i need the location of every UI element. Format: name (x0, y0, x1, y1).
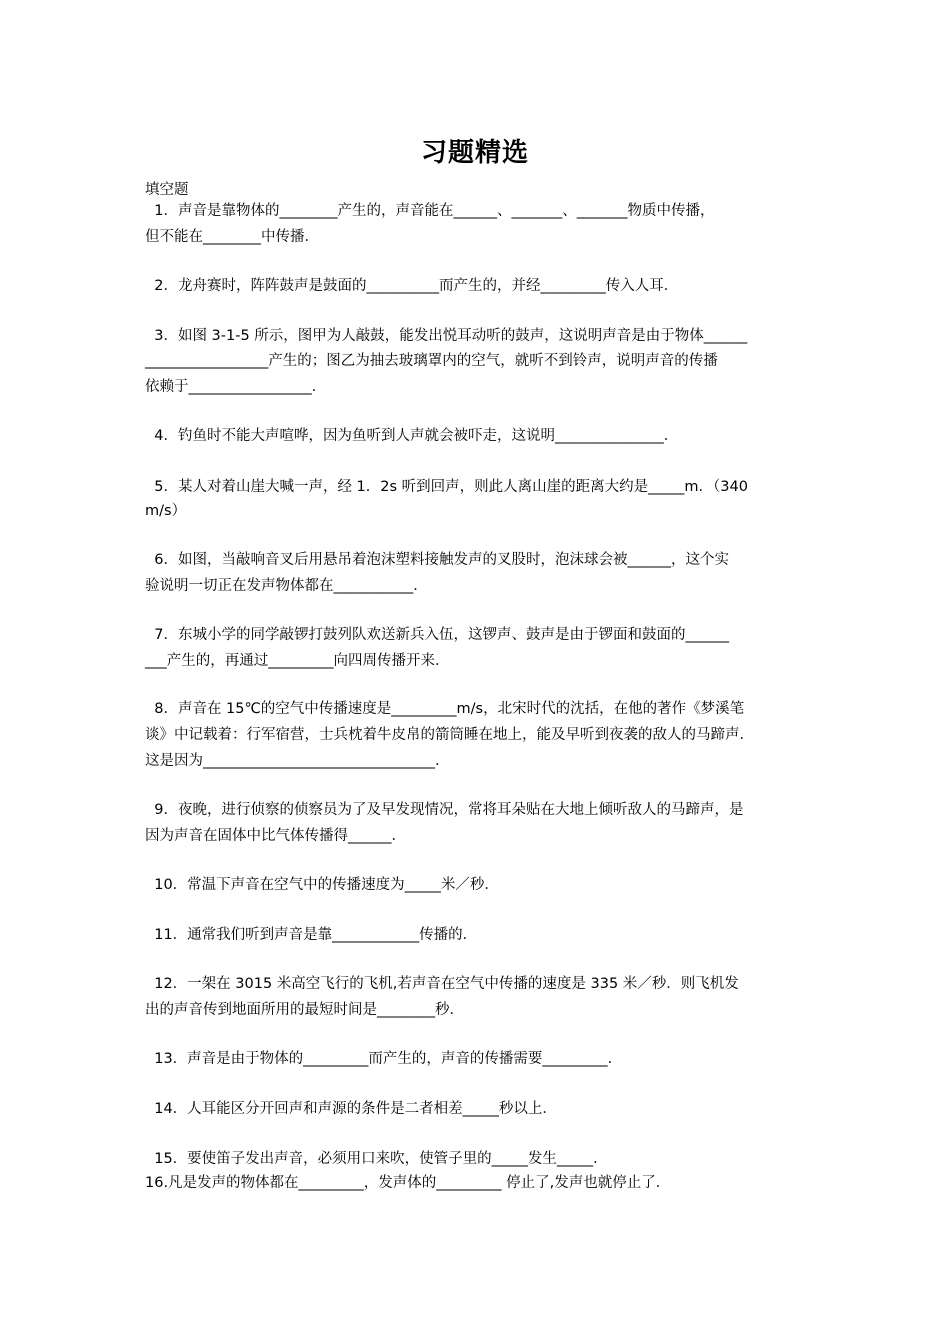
question-1-line-1: 1．声音是靠物体的________产生的，声音能在______、_______、_______物质中传播， (145, 203, 715, 219)
question-13-line-1: 13．声音是由于物体的_________而产生的，声音的传播需要_________． (145, 1051, 623, 1067)
question-6-line-2: 验说明一切正在发声物体都在___________． (145, 578, 428, 594)
question-5-line-2: m/s） (145, 503, 187, 519)
question-1-line-2: 但不能在________中传播． (145, 229, 319, 245)
question-3-line-3: 依赖于_________________． (145, 379, 327, 395)
question-2-line-1: 2．龙舟赛时，阵阵鼓声是鼓面的__________而产生的，并经_________传入人耳． (145, 278, 679, 294)
question-3-line-1: 3．如图 3-1-5 所示，图甲为人敲鼓，能发出悦耳动听的鼓声，这说明声音是由于物体______ (145, 328, 748, 344)
question-6-line-1: 6．如图，当敲响音叉后用悬吊着泡沫塑料接触发声的叉股时，泡沫球会被______，这个实 (145, 552, 729, 568)
question-7-line-2: ___产生的，再通过_________向四周传播开来． (145, 653, 450, 669)
question-14-line-1: 14．人耳能区分开回声和声源的条件是二者相差_____秒以上． (145, 1101, 557, 1117)
question-7-line-1: 7．东城小学的同学敲锣打鼓列队欢送新兵入伍，这锣声、鼓声是由于锣面和鼓面的______ (145, 627, 729, 643)
question-8-line-3: 这是因为________________________________． (145, 753, 450, 769)
question-12-line-1: 12．一架在 3015 米高空飞行的飞机,若声音在空气中传播的速度是 335 米／秒．则飞机发 (145, 976, 739, 992)
question-8-line-1: 8．声音在 15℃的空气中传播速度是_________m/s，北宋时代的沈括，在他的著作《梦溪笔 (145, 701, 745, 717)
question-16-line-1: 16.凡是发声的物体都在_________，发声体的_________ 停止了,发声也就停止了． (145, 1175, 671, 1191)
question-5-line-1: 5．某人对着山崖大喊一声，经 1．2s 听到回声，则此人离山崖的距离大约是_____m．（340 (145, 479, 748, 495)
question-9-line-2: 因为声音在固体中比气体传播得______． (145, 828, 406, 844)
page-title: 习题精选 (420, 138, 529, 168)
question-10-line-1: 10．常温下声音在空气中的传播速度为_____米／秒． (145, 877, 499, 893)
question-3-line-2: _________________产生的；图乙为抽去玻璃罩内的空气，就听不到铃声，说明声音的传播 (145, 353, 718, 369)
question-8-line-2: 谈》中记载着：行军宿营，士兵枕着牛皮帛的箭筒睡在地上，能及早听到夜袭的敌人的马蹄声． (145, 727, 754, 743)
section-heading: 填空题 (145, 182, 189, 198)
question-12-line-2: 出的声音传到地面所用的最短时间是________秒． (145, 1002, 464, 1018)
question-9-line-1: 9．夜晚，进行侦察的侦察员为了及早发现情况，常将耳朵贴在大地上倾听敌人的马蹄声，是 (145, 802, 744, 818)
question-11-line-1: 11．通常我们听到声音是靠____________传播的． (145, 927, 478, 943)
question-15-line-1: 15．要使笛子发出声音，必须用口来吹，使管子里的_____发生_____． (145, 1151, 608, 1167)
question-4-line-1: 4．钓鱼时不能大声喧哗，因为鱼听到人声就会被吓走，这说明_______________． (145, 428, 679, 444)
